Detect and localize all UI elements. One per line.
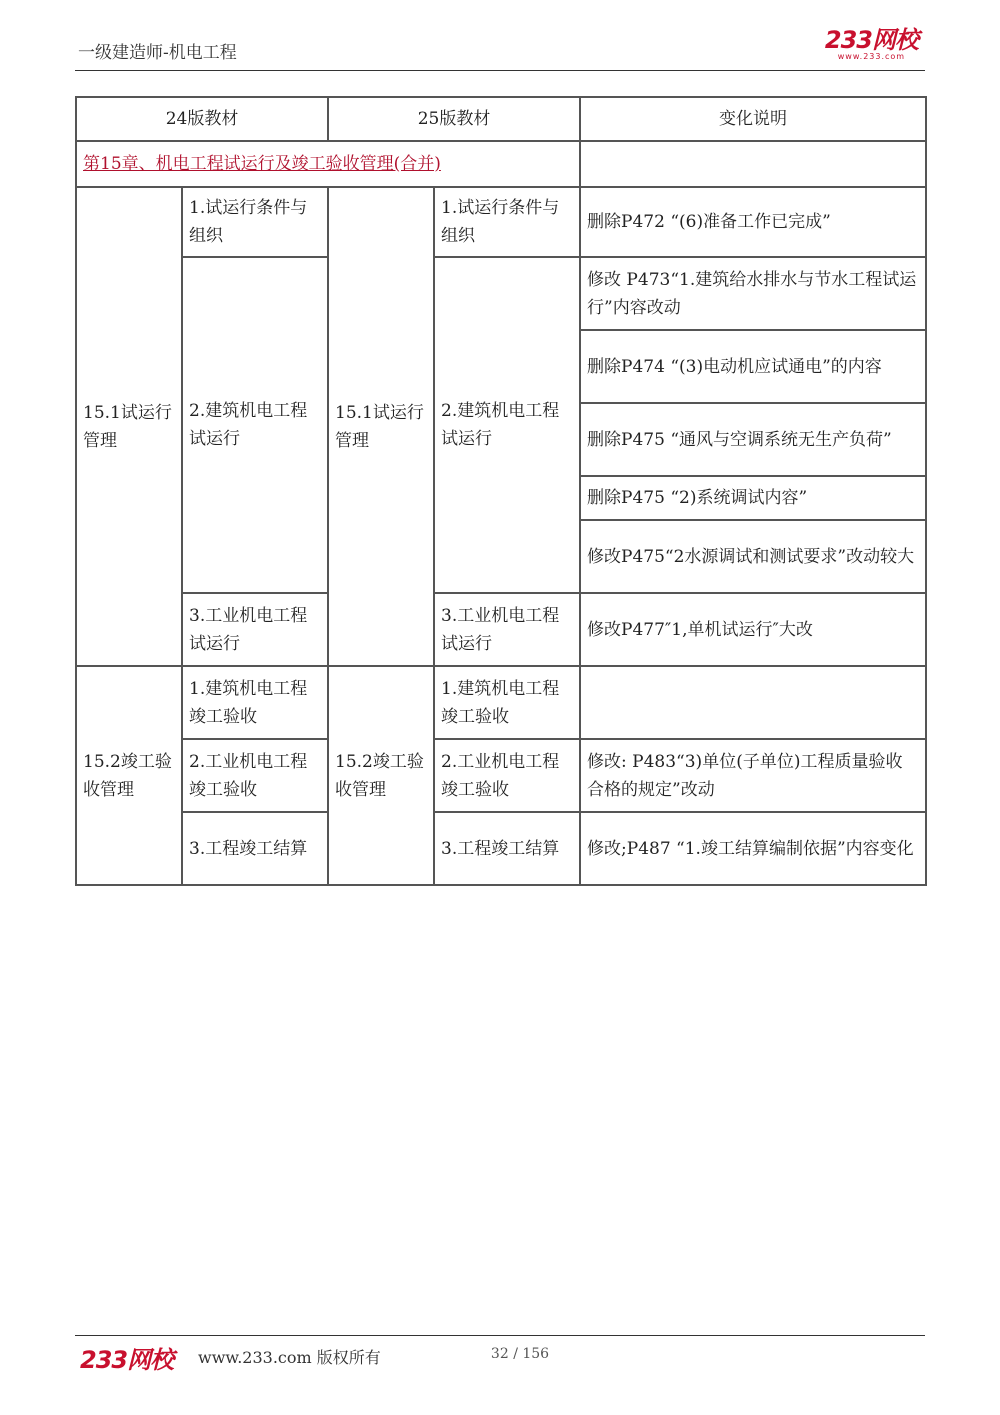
change-note: 修改P477″1,单机试运行″大改	[580, 593, 926, 666]
chapter-cell	[76, 141, 580, 187]
subsection-cell-24: 2.工业机电工程竣工验收	[182, 739, 328, 812]
page-total: 156	[522, 1346, 550, 1362]
table-row	[76, 187, 926, 257]
table-row	[76, 593, 926, 666]
brand-logo[interactable]	[825, 28, 918, 61]
table-header-row	[76, 97, 926, 141]
page-separator: /	[513, 1346, 523, 1362]
subsection-cell-25: 1.试运行条件与组织	[434, 187, 580, 257]
chapter-link[interactable]: 第15章、机电工程试运行及竣工验收管理(合并)	[83, 154, 441, 174]
subsection-cell-24: 2.建筑机电工程试运行	[182, 257, 328, 593]
header-cell-24: 24版教材	[76, 97, 328, 141]
change-note: 修改;P487 “1.竣工结算编制依据”内容变化	[580, 812, 926, 885]
change-note: 修改 P473“1.建筑给水排水与节水工程试运行”内容改动	[580, 257, 926, 330]
header-cell-25: 25版教材	[328, 97, 580, 141]
change-note: 修改P475“2水源调试和测试要求”改动较大	[580, 520, 926, 593]
page-number	[0, 1346, 1000, 1362]
section-cell-24: 15.2竣工验收管理	[76, 666, 182, 885]
subsection-cell-24: 3.工程竣工结算	[182, 812, 328, 885]
change-note: 修改: P483“3)单位(子单位)工程质量验收合格的规定”改动	[580, 739, 926, 812]
subsection-cell-25: 2.建筑机电工程试运行	[434, 257, 580, 593]
footer-logo[interactable]: 233网校	[80, 1346, 174, 1374]
change-note: 删除P472 “(6)准备工作已完成”	[580, 187, 926, 257]
table-row	[76, 666, 926, 739]
document-header-title: 一级建造师-机电工程	[78, 43, 237, 63]
change-note: 删除P475 “2)系统调试内容”	[580, 476, 926, 520]
logo-text: 233网校	[824, 26, 918, 54]
change-note: 删除P474 “(3)电动机应试通电”的内容	[580, 330, 926, 403]
subsection-cell-25: 3.工程竣工结算	[434, 812, 580, 885]
subsection-cell-25: 1.建筑机电工程竣工验收	[434, 666, 580, 739]
section-cell-25: 15.1试运行管理	[328, 187, 434, 666]
section-cell-24: 15.1试运行管理	[76, 187, 182, 666]
logo-url: www.233.com	[837, 52, 906, 61]
footer-site-text[interactable]: www.233.com 版权所有	[198, 1348, 381, 1367]
footer-divider	[75, 1335, 925, 1336]
table-row	[76, 739, 926, 812]
subsection-cell-24: 3.工业机电工程试运行	[182, 593, 328, 666]
change-note: 删除P475 “通风与空调系统无生产负荷”	[580, 403, 926, 476]
change-note	[580, 666, 926, 739]
header-divider	[75, 70, 925, 71]
header-cell-changes: 变化说明	[580, 97, 926, 141]
subsection-cell-25: 2.工业机电工程竣工验收	[434, 739, 580, 812]
subsection-cell-24: 1.试运行条件与组织	[182, 187, 328, 257]
chapter-note-cell	[580, 141, 926, 187]
section-cell-25: 15.2竣工验收管理	[328, 666, 434, 885]
page-current: 32	[490, 1346, 509, 1362]
comparison-table	[75, 96, 927, 886]
chapter-row	[76, 141, 926, 187]
subsection-cell-25: 3.工业机电工程试运行	[434, 593, 580, 666]
table-row	[76, 257, 926, 330]
subsection-cell-24: 1.建筑机电工程竣工验收	[182, 666, 328, 739]
table-row	[76, 812, 926, 885]
